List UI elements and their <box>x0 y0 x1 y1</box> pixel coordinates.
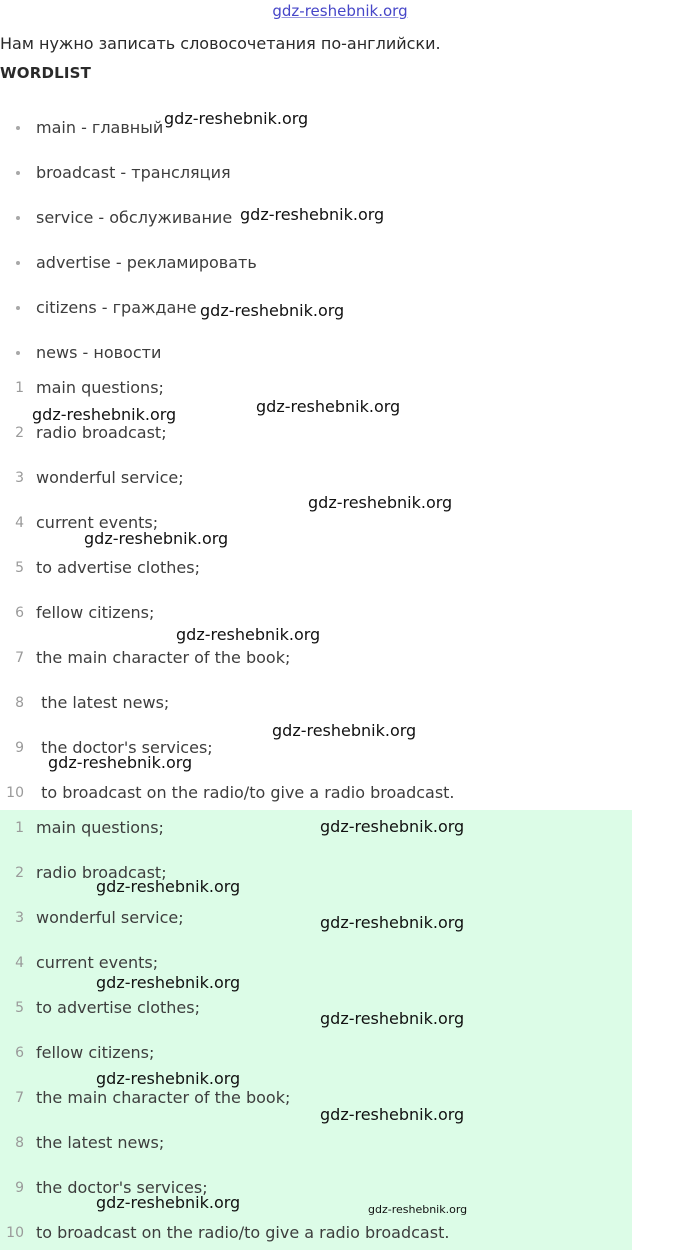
watermark: gdz-reshebnik.org <box>96 973 241 992</box>
item-number: 7 <box>15 1090 24 1106</box>
item-number: 10 <box>6 1225 24 1241</box>
instruction-text: Нам нужно записать словосочетания по-английски. <box>0 34 441 53</box>
item-number: 1 <box>15 380 24 396</box>
item-number: 5 <box>15 1000 24 1016</box>
item-number: 6 <box>15 605 24 621</box>
bullet-icon <box>16 351 20 355</box>
item-number: 1 <box>15 820 24 836</box>
item-number: 8 <box>15 695 24 711</box>
item-number: 10 <box>6 785 24 801</box>
watermark: gdz-reshebnik.org <box>96 877 241 896</box>
watermark: gdz-reshebnik.org <box>96 1193 241 1212</box>
watermark: gdz-reshebnik.org <box>200 301 345 320</box>
item-number: 7 <box>15 650 24 666</box>
watermark: gdz-reshebnik.org <box>256 397 401 416</box>
wordlist-title: WORDLIST <box>0 64 92 82</box>
item-number: 9 <box>15 1180 24 1196</box>
watermark: gdz-reshebnik.org <box>272 721 417 740</box>
bullet-icon <box>16 306 20 310</box>
watermark: gdz-reshebnik.org <box>32 405 177 424</box>
watermark: gdz-reshebnik.org <box>164 109 309 128</box>
item-number: 2 <box>15 425 24 441</box>
item-number: 2 <box>15 865 24 881</box>
item-number: 5 <box>15 560 24 576</box>
watermark: gdz-reshebnik.org <box>368 1203 468 1216</box>
watermark: gdz-reshebnik.org <box>240 205 385 224</box>
watermark: gdz-reshebnik.org <box>84 529 229 548</box>
item-number: 4 <box>15 515 24 531</box>
watermark: gdz-reshebnik.org <box>176 625 321 644</box>
watermark: gdz-reshebnik.org <box>96 1069 241 1088</box>
bullet-icon <box>16 126 20 130</box>
watermark: gdz-reshebnik.org <box>320 1009 465 1028</box>
item-number: 6 <box>15 1045 24 1061</box>
watermark: gdz-reshebnik.org <box>320 1105 465 1124</box>
item-number: 3 <box>15 910 24 926</box>
site-header-link[interactable]: gdz-reshebnik.org <box>272 2 408 20</box>
item-number: 9 <box>15 740 24 756</box>
bullet-icon <box>16 171 20 175</box>
watermark: gdz-reshebnik.org <box>320 817 465 836</box>
watermark: gdz-reshebnik.org <box>308 493 453 512</box>
bullet-icon <box>16 216 20 220</box>
item-number: 3 <box>15 470 24 486</box>
watermark: gdz-reshebnik.org <box>48 753 193 772</box>
item-number: 4 <box>15 955 24 971</box>
watermark: gdz-reshebnik.org <box>320 913 465 932</box>
bullet-icon <box>16 261 20 265</box>
item-number: 8 <box>15 1135 24 1151</box>
